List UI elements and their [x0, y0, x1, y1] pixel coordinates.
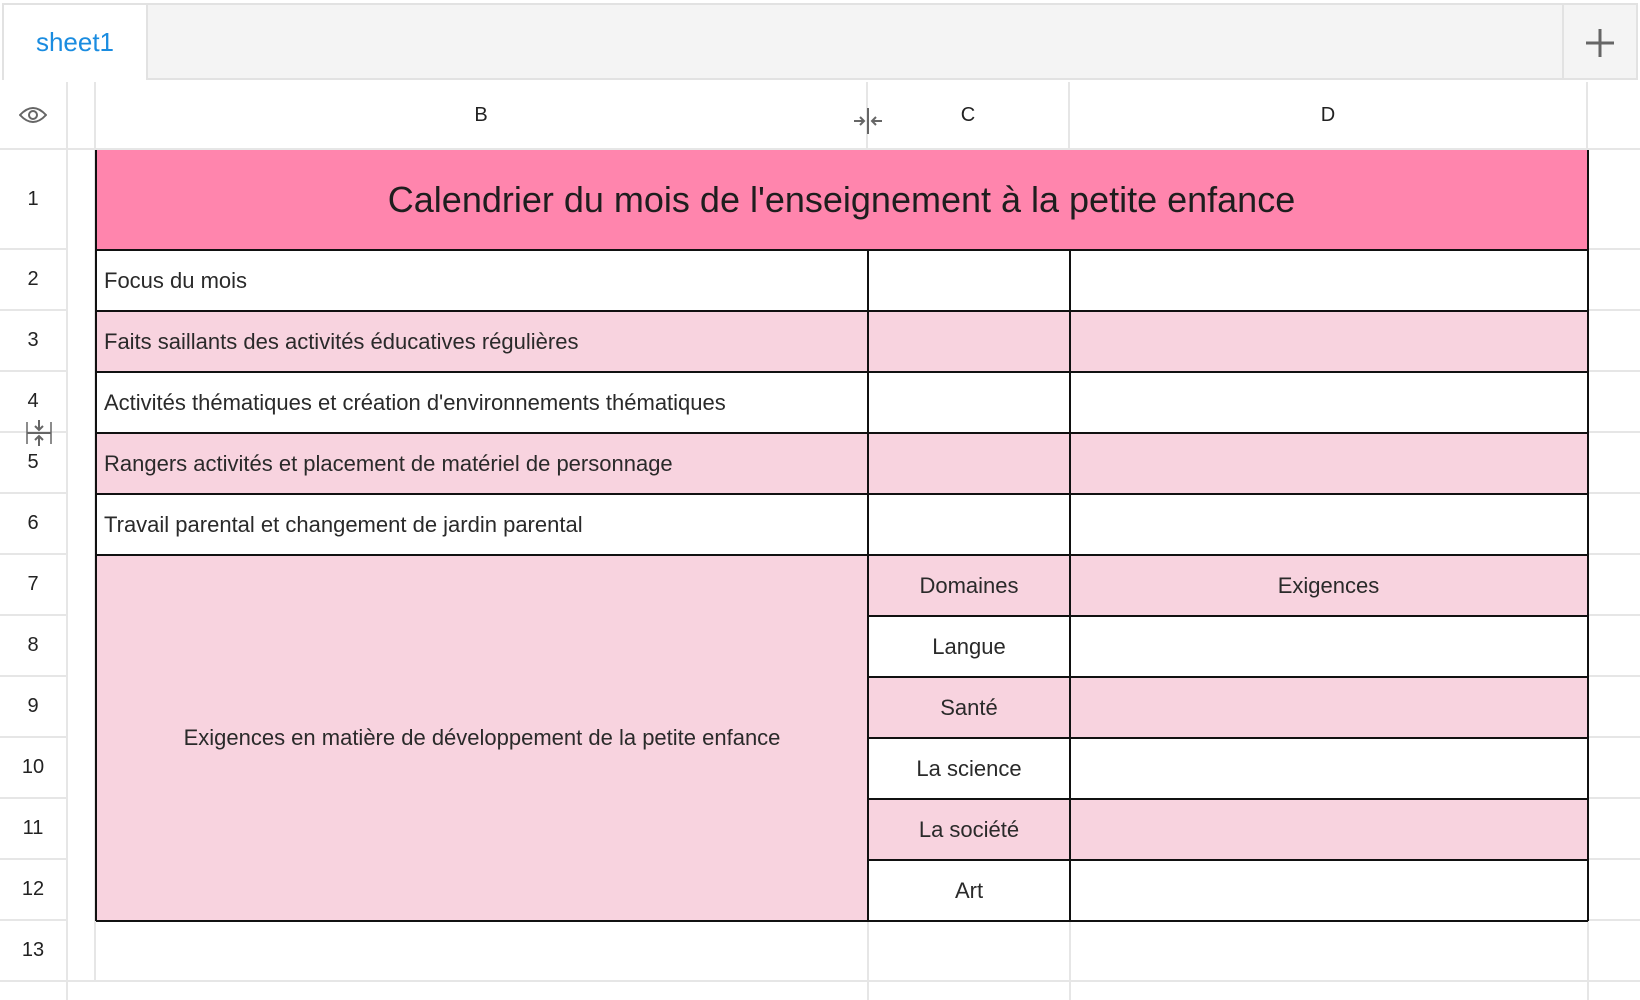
requirement-cell-d11[interactable]	[1070, 799, 1587, 860]
gridline	[1588, 492, 1640, 494]
cell-d6[interactable]	[1070, 494, 1587, 555]
column-header-c[interactable]: C	[868, 82, 1070, 150]
row-header-14[interactable]	[0, 982, 68, 1000]
column-header-a[interactable]	[68, 82, 96, 150]
gridline	[1588, 858, 1640, 860]
column-resize-icon[interactable]	[852, 106, 884, 136]
domain-cell-societe[interactable]: La société	[868, 799, 1070, 860]
merged-cell-development-requirements[interactable]: Exigences en matière de développement de la petite enfance	[96, 555, 868, 921]
gridline	[1069, 921, 1071, 1000]
requirement-cell-d10[interactable]	[1070, 738, 1587, 799]
domain-cell-langue[interactable]: Langue	[868, 616, 1070, 677]
row-header-12[interactable]: 12	[0, 860, 68, 921]
row-header-2[interactable]: 2	[0, 250, 68, 311]
cell-c5[interactable]	[868, 433, 1070, 494]
cell-c3[interactable]	[868, 311, 1070, 372]
gridline	[1588, 614, 1640, 616]
row-header-9[interactable]: 9	[0, 677, 68, 738]
cell-c2[interactable]	[868, 250, 1070, 311]
row-header-5[interactable]: 5	[0, 433, 68, 494]
row-header-7[interactable]: 7	[0, 555, 68, 616]
eye-icon[interactable]	[19, 106, 47, 124]
requirement-cell-d12[interactable]	[1070, 860, 1587, 921]
domain-cell-science[interactable]: La science	[868, 738, 1070, 799]
row-header-11[interactable]: 11	[0, 799, 68, 860]
cell-b5[interactable]: Rangers activités et placement de matériel de personnage	[96, 433, 868, 494]
gridline	[1588, 370, 1640, 372]
column-a-cells[interactable]	[68, 150, 96, 982]
row-header-8[interactable]: 8	[0, 616, 68, 677]
row-header-6[interactable]: 6	[0, 494, 68, 555]
domain-cell-art[interactable]: Art	[868, 860, 1070, 921]
gridline	[1588, 797, 1640, 799]
sheet-tab-bar	[2, 3, 1638, 80]
column-header-d[interactable]: D	[1070, 82, 1588, 150]
cell-b6[interactable]: Travail parental et changement de jardin parental	[96, 494, 868, 555]
gridline	[1588, 248, 1640, 250]
gridline	[1588, 919, 1640, 921]
cell-c6[interactable]	[868, 494, 1070, 555]
cell-b3[interactable]: Faits saillants des activités éducatives régulières	[96, 311, 868, 372]
gridline	[1588, 309, 1640, 311]
gridline	[1587, 150, 1589, 1000]
cell-b2[interactable]: Focus du mois	[96, 250, 868, 311]
cell-d4[interactable]	[1070, 372, 1587, 433]
domain-cell-sante[interactable]: Santé	[868, 677, 1070, 738]
requirements-header-cell[interactable]: Exigences	[1070, 555, 1587, 616]
domains-header-cell[interactable]: Domaines	[868, 555, 1070, 616]
row-header-10[interactable]: 10	[0, 738, 68, 799]
gridline	[1588, 431, 1640, 433]
row-header-1[interactable]: 1	[0, 150, 68, 250]
tab-sheet1[interactable]: sheet1	[4, 5, 148, 80]
select-all-corner[interactable]	[0, 82, 68, 150]
requirement-cell-d8[interactable]	[1070, 616, 1587, 677]
cell-d5[interactable]	[1070, 433, 1587, 494]
title-cell[interactable]: Calendrier du mois de l'enseignement à la petite enfance	[96, 150, 1587, 250]
cell-c4[interactable]	[868, 372, 1070, 433]
gridline	[867, 921, 869, 1000]
row-header-3[interactable]: 3	[0, 311, 68, 372]
row-resize-icon[interactable]	[25, 418, 53, 448]
add-sheet-button[interactable]	[1562, 5, 1636, 80]
column-header-b[interactable]: B	[96, 82, 868, 150]
cell-d3[interactable]	[1070, 311, 1587, 372]
plus-icon	[1584, 27, 1616, 59]
row-header-4[interactable]: 4	[0, 372, 68, 433]
gridline	[1588, 736, 1640, 738]
requirement-cell-d9[interactable]	[1070, 677, 1587, 738]
cell-b4[interactable]: Activités thématiques et création d'environnements thématiques	[96, 372, 868, 433]
gridline	[1588, 675, 1640, 677]
gridline	[1588, 553, 1640, 555]
cell-d2[interactable]	[1070, 250, 1587, 311]
column-header-e[interactable]	[1588, 82, 1640, 150]
row-header-13[interactable]: 13	[0, 921, 68, 982]
